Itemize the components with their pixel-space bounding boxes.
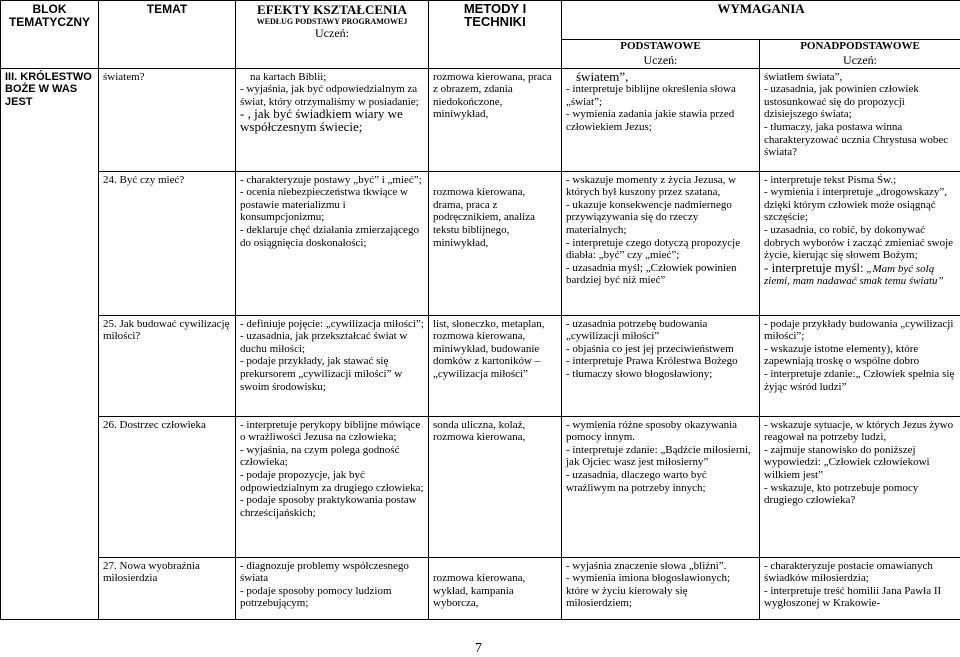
efekty-line: - wyjaśnia, na czym polega godność człowieka;: [240, 443, 400, 469]
podst-line: - wymienia zadania jakie stawia przed człowiekiem Jezus;: [566, 108, 735, 133]
podst-cell: [562, 416, 760, 557]
table-row: [1, 416, 960, 557]
metody-text: rozmowa kierowana, drama, praca z podręcznikiem, analiza tekstu biblijnego, miniwykład,: [433, 186, 536, 249]
ponadpodstawowe-label: PONADPODSTAWOWE: [800, 40, 920, 52]
ponad-line: - uzasadnia, co robić, by dokonywać dobrych wyborów i zacząć zmieniać swoje życie, kierując się słowem Bożym;: [764, 223, 954, 262]
temat-cell: [99, 416, 236, 557]
ponad-line: - wskazuje sytuacje, w których Jezus żywo reagował na potrzeby ludzi,: [764, 418, 954, 444]
podst-cell: [562, 171, 760, 315]
ponad-quote: „Mam być solą ziemi, mam nadawać smak temu światu”: [764, 262, 944, 288]
efekty-line: - interpretuje perykopy biblijne mówiące o wrażliwości Jezusa na człowieka;: [240, 418, 421, 444]
efekty-cell: [236, 416, 429, 557]
metody-cell: [429, 557, 562, 619]
efekty-uczen: Uczeń:: [315, 26, 349, 40]
ponad-line: - podaje przykłady budowania „cywilizacji miłości”;: [764, 317, 954, 343]
temat-text: światem?: [103, 70, 145, 83]
efekty-title: EFEKTY KSZTAŁCENIA: [257, 2, 407, 17]
temat-cell: [99, 171, 236, 315]
header-efekty: [236, 1, 429, 69]
podst-line: - wskazuje momenty z życia Jezusa, w których był kuszony przez szatana,: [566, 173, 737, 199]
ponad-line: światłem świata”,: [764, 70, 843, 83]
metody-text: list, słoneczko, metaplan, rozmowa kierowana, miniwykład, budowanie domków z kartoników – „cywilizacja miłości”: [433, 317, 545, 380]
podst-line: - interpretuje zdanie: „Bądźcie miłosierni, jak Ojciec wasz jest miłosierny”: [566, 443, 751, 469]
metody-cell: [429, 68, 562, 171]
ponad-cell: [760, 315, 960, 416]
ponad-cell: [760, 68, 960, 171]
podst-line: - ukazuje konsekwencje nadmiernego przywiązywania się do rzeczy materialnych;: [566, 198, 732, 236]
header-ponadpodstawowe: [760, 40, 960, 69]
header-temat: TEMAT: [99, 1, 236, 69]
metody-text: rozmowa kierowana, wykład, kampania wyborcza,: [433, 572, 526, 610]
metody-cell: [429, 416, 562, 557]
efekty-cell: [236, 68, 429, 171]
temat-cell: [99, 557, 236, 619]
ponad-cell: [760, 171, 960, 315]
ponad-line: - interpretuje zdanie:„ Człowiek spełnia się żyjąc wśród ludzi”: [764, 367, 955, 393]
podst-cell: [562, 68, 760, 171]
podst-line: - objaśnia co jest jej przeciwieństwem: [566, 342, 734, 355]
efekty-line: - deklaruje chęć działania zmierzającego do osiągnięcia doskonałości;: [240, 223, 419, 249]
podst-line: światem”,: [576, 68, 629, 84]
podst-line: - uzasadnia myśl; „Człowiek powinien bardziej być niż mieć”: [566, 261, 737, 287]
efekty-line: - uzasadnia, jak przekształcać świat w duchu miłości;: [240, 330, 408, 355]
ponad-line: - zajmuje stanowisko do poniższej wypowiedzi: „Człowiek człowiekowi wilkiem jest”: [764, 443, 930, 481]
efekty-line: - diagnozuje problemy współczesnego świata: [240, 559, 409, 585]
efekty-cell: [236, 557, 429, 619]
efekty-cell: [236, 315, 429, 416]
table-row: [1, 68, 960, 171]
ponad-line: - wskazuje, kto potrzebuje pomocy drugiego człowieka?: [764, 481, 919, 507]
metody-cell: [429, 315, 562, 416]
podst-line: - interpretuje czego dotyczą propozycje diabła: „być” czy „mieć”;: [566, 236, 741, 262]
efekty-line: na kartach Biblii;: [250, 70, 327, 83]
efekty-line: - podaje sposoby praktykowania postaw chrześcijańskich;: [240, 494, 417, 519]
metody-text: rozmowa kierowana, praca z obrazem, zdania niedokończone, miniwykład,: [433, 70, 552, 121]
ponad-line: - wymienia i interpretuje „drogowskazy”, dzięki którym człowiek może osiągnąć szczęście;: [764, 186, 947, 224]
podst-cell: [562, 557, 760, 619]
ponad-line: - charakteryzuje postacie omawianych świadków miłosierdzia;: [764, 559, 933, 585]
efekty-line: - definiuje pojęcie: „cywilizacja miłości”;: [240, 317, 424, 330]
blok-label: III. KRÓLESTWO BOŻE W WAS JEST: [1, 68, 99, 619]
podstawowe-uczen: Uczeń:: [643, 52, 678, 67]
efekty-subtitle: WEDŁUG PODSTAWY PROGRAMOWEJ: [256, 17, 408, 26]
efekty-line: - podaje propozycje, jak być odpowiedzialnym za drugiego człowieka;: [240, 468, 424, 494]
metody-cell: [429, 171, 562, 315]
temat-text: 25. Jak budować cywilizację miłości?: [103, 317, 230, 343]
ponad-line: - interpretuje treść homilii Jana Pawła II wygłoszonej w Krakowie-: [764, 584, 942, 610]
header-blok: BLOK TEMATYCZNY: [1, 1, 99, 69]
ponad-line: - wskazuje istotne elementy), które zapewniają troskę o wspólne dobro: [764, 342, 920, 368]
efekty-line: - ocenia niebezpieczeństwa tkwiące w postawie materializmu i konsumpcjonizmu;: [240, 186, 408, 224]
efekty-line: - podaje przykłady, jak stawać się prekursorem „cywilizacji miłości” w swoim środowisku;: [240, 355, 403, 393]
podstawowe-label: PODSTAWOWE: [620, 40, 701, 52]
ponad-line: - interpretuje tekst Pisma Św.;: [764, 173, 897, 186]
efekty-cell: [236, 171, 429, 315]
ponadpodstawowe-uczen: Uczeń:: [843, 52, 877, 67]
podst-line: - tłumaczy słowo błogosławiony;: [566, 367, 713, 380]
ponad-line: - interpretuje myśl:: [764, 259, 864, 275]
podst-cell: [562, 315, 760, 416]
header-wymagania: WYMAGANIA: [562, 1, 960, 40]
table-row: [1, 557, 960, 619]
page-number: 7: [475, 641, 482, 656]
podst-line: - wyjaśnia znaczenie słowa „bliźni”.: [566, 559, 727, 572]
podst-line: - wymienia imiona błogosławionych; które w życiu kierowały się miłosierdziem;: [566, 572, 731, 610]
table-row: [1, 171, 960, 315]
efekty-line: - charakteryzuje postawy „być” i „mieć”;: [240, 173, 422, 186]
temat-text: 27. Nowa wyobraźnia miłosierdzia: [103, 559, 200, 585]
efekty-line: - wyjaśnia, jak być odpowiedzialnym za świat, który otrzymaliśmy w posiadanie;: [240, 83, 419, 108]
header-metody: METODY I TECHNIKI: [429, 1, 562, 69]
efekty-line: - , jak być świadkiem wiary we współczesnym świecie;: [240, 106, 403, 134]
table-row: [1, 315, 960, 416]
header-podstawowe: [562, 40, 760, 69]
temat-text: 24. Być czy mieć?: [103, 173, 185, 186]
ponad-line: - uzasadnia, jak powinien człowiek ustosunkować się do propozycji dzisiejszego świata;: [764, 83, 919, 121]
temat-cell: [99, 315, 236, 416]
efekty-line: - podaje sposoby pomocy ludziom potrzebującym;: [240, 584, 392, 610]
podst-line: - uzasadnia potrzebę budowania „cywilizacji miłości”: [566, 317, 708, 343]
metody-text: sonda uliczna, kolaż, rozmowa kierowana,: [433, 418, 526, 444]
podst-line: - interpretuje Prawa Królestwa Bożego: [566, 355, 738, 368]
ponad-cell: [760, 557, 960, 619]
podst-line: - uzasadnia, dlaczego warto być wrażliwym na potrzeby innych;: [566, 468, 707, 494]
podst-line: - wymienia różne sposoby okazywania pomocy innym.: [566, 418, 738, 444]
ponad-line: - tłumaczy, jaka postawa winna charakteryzować ucznia Chrystusa wobec świata?: [764, 120, 949, 159]
temat-cell: [99, 68, 236, 171]
ponad-cell: [760, 416, 960, 557]
temat-text: 26. Dostrzec człowieka: [103, 418, 206, 431]
podst-line: - interpretuje biblijne określenia słowa „świat”;: [566, 83, 736, 108]
